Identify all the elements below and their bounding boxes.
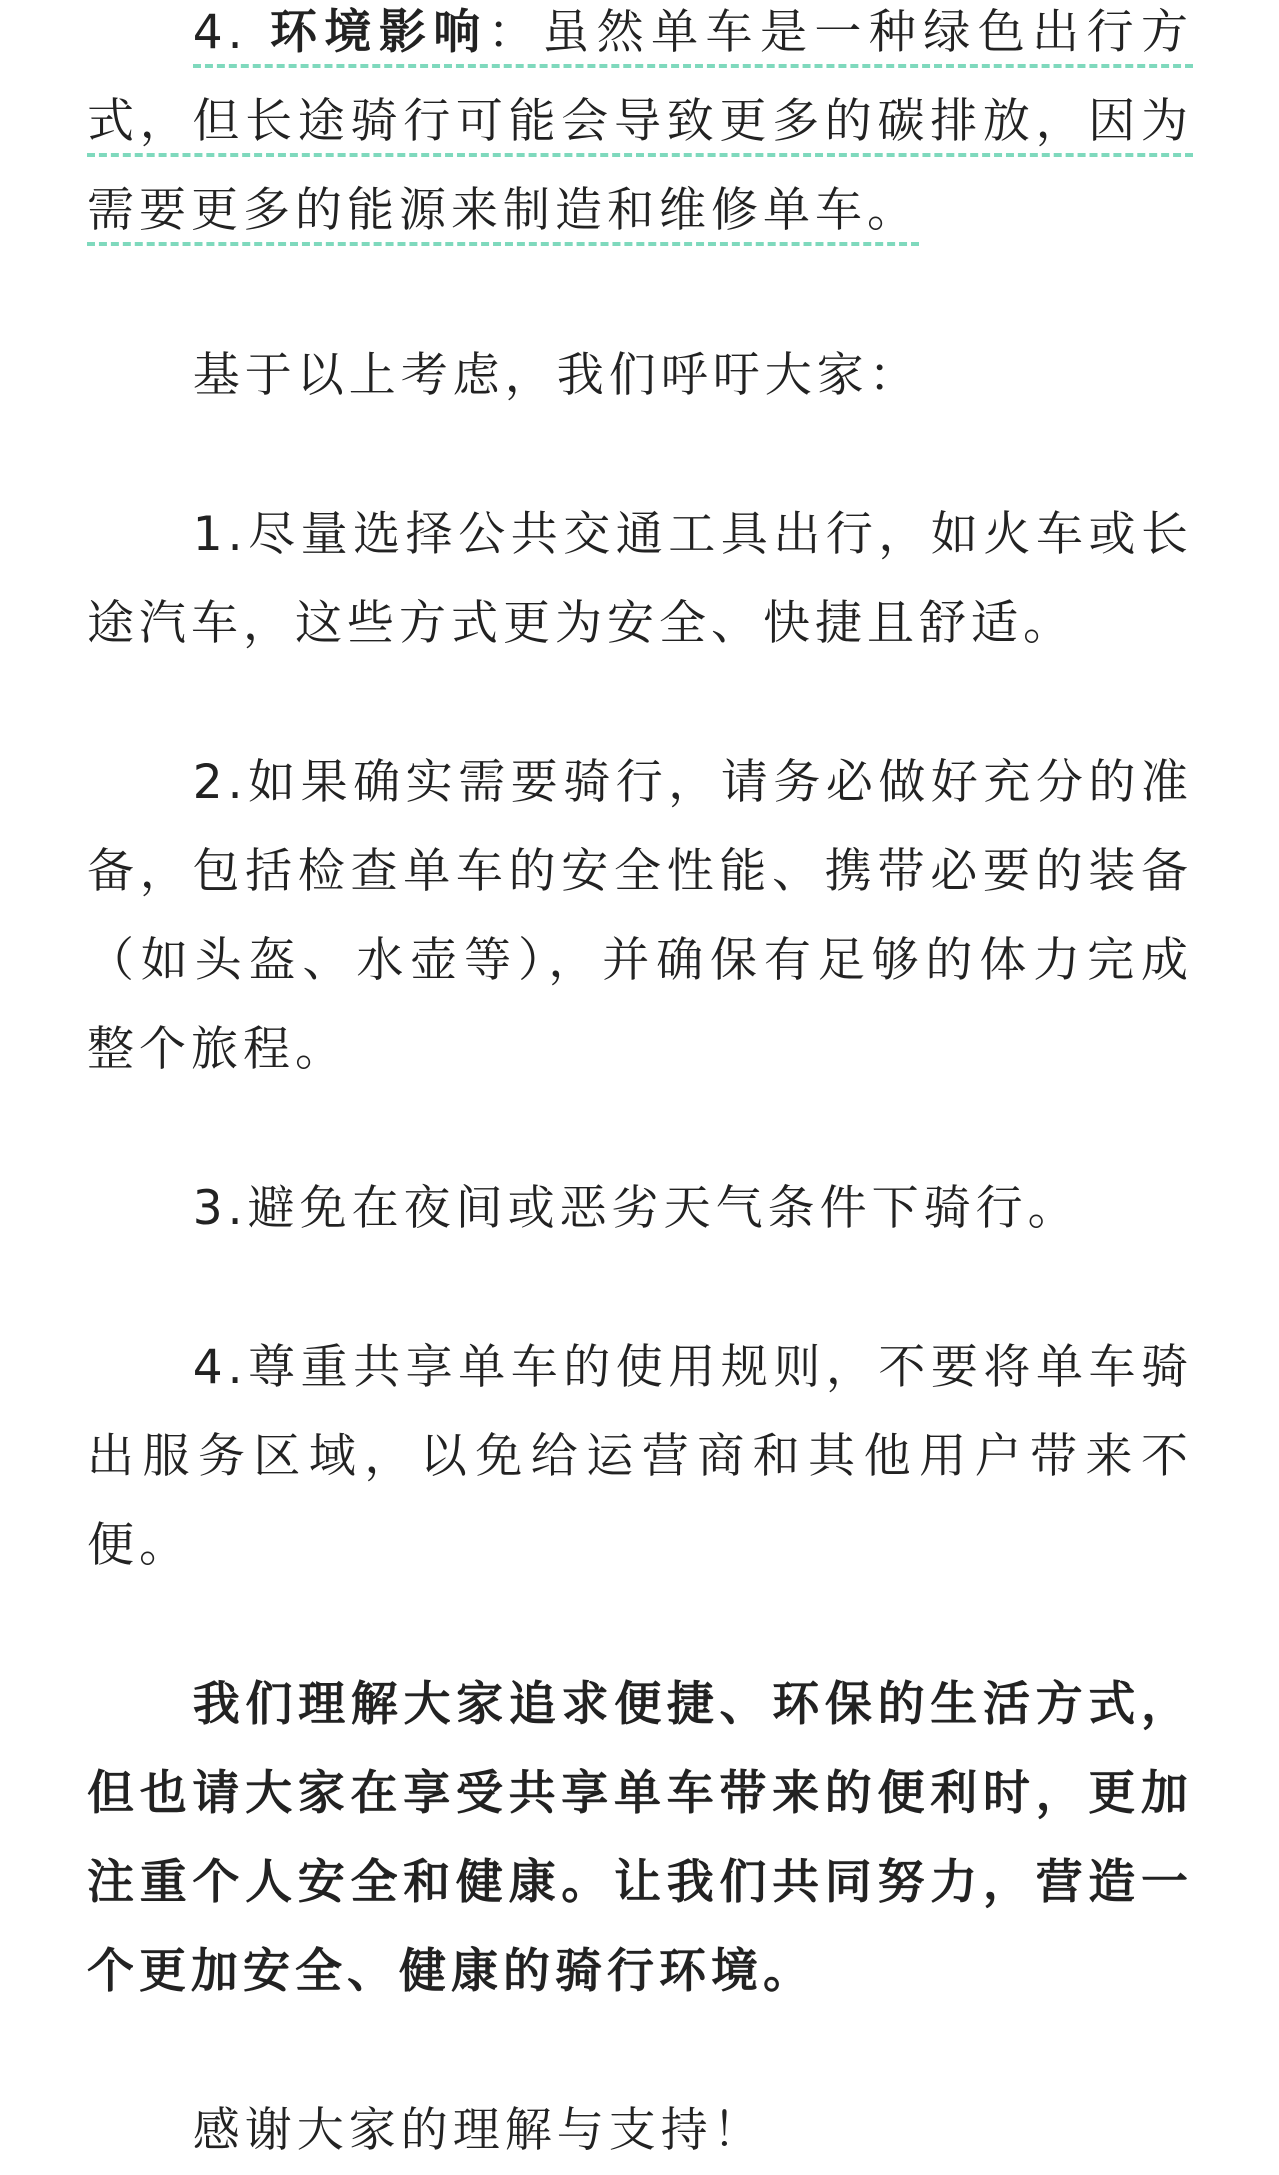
spacer [87, 2016, 1193, 2086]
spacer [87, 1590, 1193, 1660]
spacer [87, 420, 1193, 490]
env-impact-underlined [87, 5, 1193, 246]
thanks-paragraph: 感谢大家的理解与支持！ [192, 2103, 765, 2158]
env-impact-paragraph [87, 0, 1193, 255]
article-body [87, 0, 1193, 2175]
closing-paragraph: 我们理解大家追求便捷、环保的生活方式，但也请大家在享受共享单车带来的便利时，更加注重个人安全和健康。让我们共同努力，营造一个更加安全、健康的骑行环境。 [87, 1677, 1193, 1999]
env-impact-text: 虽然单车是一种绿色出行方式，但长途骑行可能会导致更多的碳排放，因为需要更多的能源来制造和维修单车。 [87, 5, 1194, 238]
spacer [87, 668, 1193, 738]
suggestion-1: 1.尽量选择公共交通工具出行，如火车或长途汽车，这些方式更为安全、快捷且舒适。 [87, 507, 1193, 651]
spacer [87, 1253, 1193, 1323]
env-impact-heading: 环境影响 [269, 5, 488, 60]
spacer [87, 255, 1193, 331]
intro-paragraph: 基于以上考虑，我们呼吁大家： [192, 348, 921, 403]
suggestion-2: 2.如果确实需要骑行，请务必做好充分的准备，包括检查单车的安全性能、携带必要的装备（如头盔、水壶等），并确保有足够的体力完成整个旅程。 [87, 755, 1193, 1077]
spacer [87, 1094, 1193, 1164]
env-impact-number: 4. [192, 5, 270, 60]
suggestion-3: 3.避免在夜间或恶劣天气条件下骑行。 [192, 1181, 1080, 1236]
env-impact-colon: ： [487, 5, 543, 60]
suggestion-4: 4.尊重共享单车的使用规则，不要将单车骑出服务区域，以免给运营商和其他用户带来不便。 [87, 1340, 1193, 1573]
